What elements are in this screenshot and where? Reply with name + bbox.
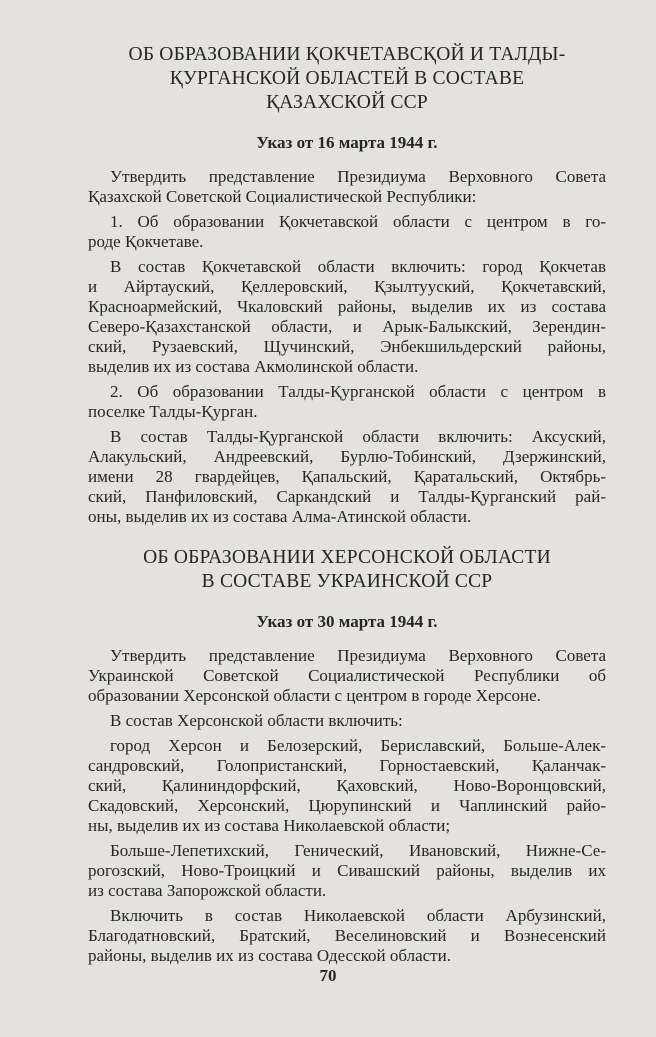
decree-section-kokchetav [88,43,606,532]
paragraph [88,711,606,731]
section-body [88,646,606,966]
text-line: выделив их из состава Акмолинской области. [88,357,419,376]
paragraph [88,841,606,901]
text-line: Больше-Лепетихский, Генический, Ивановский, Нижне-Се- [110,841,606,860]
paragraph [88,212,606,252]
paragraph [88,736,606,836]
paragraph [88,167,606,207]
decree-date: Указ от 30 марта 1944 г. [256,612,438,631]
text-line: образовании Херсонской области с центром в городе Херсоне. [88,686,541,705]
decree-section-kherson [88,546,606,971]
text-line: Скадовский, Херсонский, Цюрупинский и Чаплинский райо- [88,796,606,815]
title-line: ОБ ОБРАЗОВАНИИ ХЕРСОНСКОЙ ОБЛАСТИ [143,547,551,568]
text-line: В состав Қокчетавской области включить: город Қокчетав [110,257,606,276]
text-line: В состав Херсонской области включить: [110,711,403,730]
text-line: оны, выделив их из состава Алма-Атинской области. [88,507,472,526]
section-title [88,546,606,594]
paragraph [88,427,606,527]
text-line: Утвердить представление Президиума Верховного Совета [110,167,606,186]
text-line: и Айртауский, Қеллеровский, Қзылтууский, Қокчетавский, [88,277,606,296]
text-line: Қазахской Советской Социалистической Республики: [88,187,477,206]
text-line: ский, Қалининдорфский, Қаховский, Ново-Воронцовский, [88,776,606,795]
text-line: Красноармейский, Чкаловский районы, выделив их из состава [88,297,606,316]
text-line: ны, выделив их из состава Николаевской области; [88,816,451,835]
text-line: Украинской Советской Социалистической Республики об [88,666,606,685]
paragraph [88,257,606,377]
text-line: поселке Талды-Қурган. [88,402,258,421]
section-title [88,43,606,115]
text-line: рогозский, Ново-Троицкий и Сивашский районы, выделив их [88,861,606,880]
title-line: ҚУРГАНСКОЙ ОБЛАСТЕЙ В СОСТАВЕ [169,68,525,89]
title-line: ҚАЗАХСКОЙ ССР [266,92,428,113]
text-line: 2. Об образовании Талды-Қурганской области с центром в [110,382,606,401]
text-line: Включить в состав Николаевской области Арбузинский, [110,906,606,925]
text-line: город Херсон и Белозерский, Бериславский, Больше-Алек- [110,736,606,755]
text-line: 1. Об образовании Қокчетавской области с центром в го- [110,212,606,231]
title-line: ОБ ОБРАЗОВАНИИ ҚОКЧЕТАВСҚОЙ И ТАЛДЫ- [128,44,566,65]
paragraph [88,906,606,966]
text-line: ский, Рузаевский, Щучинский, Энбекшильдерский районы, [88,337,606,356]
text-line: сандровский, Голопристанский, Горностаевский, Қаланчак- [88,756,606,775]
text-line: имени 28 гвардейцев, Қапальский, Қаратальский, Октябрь- [88,467,606,486]
decree-date: Указ от 16 марта 1944 г. [256,133,438,152]
text-line: Алакульский, Андреевский, Бурлю-Тобинский, Дзержинский, [88,447,606,466]
text-line: Утвердить представление Президиума Верховного Совета [110,646,606,665]
text-line: ский, Панфиловский, Саркандский и Талды-Қурганский рай- [88,487,606,506]
paragraph [88,382,606,422]
section-body [88,167,606,527]
paragraph [88,646,606,706]
text-line: роде Қокчетаве. [88,232,204,251]
text-line: из состава Запорожской области. [88,881,327,900]
text-line: В состав Талды-Қурганской области включить: Аксуский, [110,427,606,446]
page-number: 70 [319,966,337,985]
title-line: В СОСТАВЕ УКРАИНСКОЙ ССР [201,571,493,592]
text-line: Северо-Қазахстанской области, и Арык-Балыкский, Зерендин- [88,317,606,336]
text-line: Благодатновский, Братский, Веселиновский и Вознесенский [88,926,606,945]
text-line: районы, выделив их из состава Одесской области. [88,946,451,965]
